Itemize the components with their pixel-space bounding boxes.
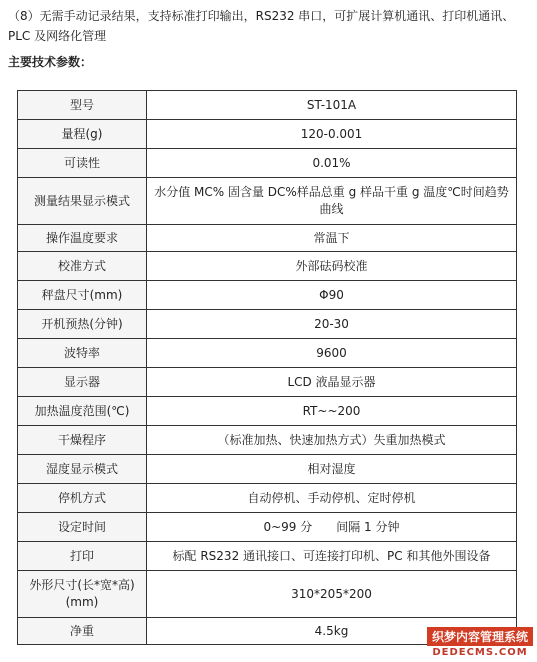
spec-label: 波特率 bbox=[18, 339, 147, 368]
table-row bbox=[18, 397, 517, 426]
table-row bbox=[18, 513, 517, 542]
spec-value: 0.01% bbox=[147, 149, 517, 178]
spec-label: 校准方式 bbox=[18, 252, 147, 281]
spec-value: 120-0.001 bbox=[147, 120, 517, 149]
spec-value: LCD 液晶显示器 bbox=[147, 368, 517, 397]
table-row bbox=[18, 368, 517, 397]
spec-label: 湿度显示模式 bbox=[18, 455, 147, 484]
spec-value: 4.5kg bbox=[147, 618, 517, 645]
watermark-logo bbox=[427, 627, 533, 658]
table-row bbox=[18, 281, 517, 310]
spec-label: 量程(g) bbox=[18, 120, 147, 149]
spec-value: 20-30 bbox=[147, 310, 517, 339]
spec-value: 水分值 MC% 固含量 DC%样品总重 g 样品干重 g 温度℃时间趋势曲线 bbox=[147, 178, 517, 225]
table-row bbox=[18, 252, 517, 281]
spec-value: （标准加热、快速加热方式）失重加热模式 bbox=[147, 426, 517, 455]
table-row bbox=[18, 542, 517, 571]
spec-label: 可读性 bbox=[18, 149, 147, 178]
spec-heading: 主要技术参数： bbox=[8, 55, 93, 69]
spec-value: Φ90 bbox=[147, 281, 517, 310]
spec-value: 310*205*200 bbox=[147, 571, 517, 618]
table-row bbox=[18, 149, 517, 178]
spec-label: 停机方式 bbox=[18, 484, 147, 513]
spec-value: 外部砝码校准 bbox=[147, 252, 517, 281]
table-row bbox=[18, 339, 517, 368]
spec-label: 打印 bbox=[18, 542, 147, 571]
table-row bbox=[18, 178, 517, 225]
spec-label: 显示器 bbox=[18, 368, 147, 397]
table-row bbox=[18, 571, 517, 618]
spec-label: 型号 bbox=[18, 91, 147, 120]
spec-label: 设定时间 bbox=[18, 513, 147, 542]
spec-label: 干燥程序 bbox=[18, 426, 147, 455]
watermark-title: 织梦内容管理系统 bbox=[427, 627, 533, 646]
spec-value: 0~99 分 间隔 1 分钟 bbox=[147, 513, 517, 542]
table-row bbox=[18, 426, 517, 455]
spec-table bbox=[17, 90, 517, 645]
spec-value: 自动停机、手动停机、定时停机 bbox=[147, 484, 517, 513]
table-row bbox=[18, 310, 517, 339]
spec-value: RT~~200 bbox=[147, 397, 517, 426]
table-row bbox=[18, 225, 517, 252]
spec-label: 秤盘尺寸(mm) bbox=[18, 281, 147, 310]
intro-paragraph: （8）无需手动记录结果，支持标准打印输出，RS232 串口，可扩展计算机通讯、打印机通讯、PLC 及网络化管理 bbox=[8, 9, 515, 43]
spec-value: 9600 bbox=[147, 339, 517, 368]
watermark-domain: DEDECMS.COM bbox=[432, 647, 528, 658]
spec-value: 常温下 bbox=[147, 225, 517, 252]
spec-label: 外形尺寸(长*宽*高)(mm) bbox=[18, 571, 147, 618]
spec-value: 相对湿度 bbox=[147, 455, 517, 484]
spec-label: 测量结果显示模式 bbox=[18, 178, 147, 225]
spec-label: 净重 bbox=[18, 618, 147, 645]
spec-value: 标配 RS232 通讯接口、可连接打印机、PC 和其他外围设备 bbox=[147, 542, 517, 571]
table-row bbox=[18, 484, 517, 513]
spec-label: 操作温度要求 bbox=[18, 225, 147, 252]
spec-label: 加热温度范围(℃) bbox=[18, 397, 147, 426]
table-row bbox=[18, 91, 517, 120]
table-row bbox=[18, 455, 517, 484]
table-row bbox=[18, 120, 517, 149]
spec-value: ST-101A bbox=[147, 91, 517, 120]
spec-label: 开机预热(分钟) bbox=[18, 310, 147, 339]
